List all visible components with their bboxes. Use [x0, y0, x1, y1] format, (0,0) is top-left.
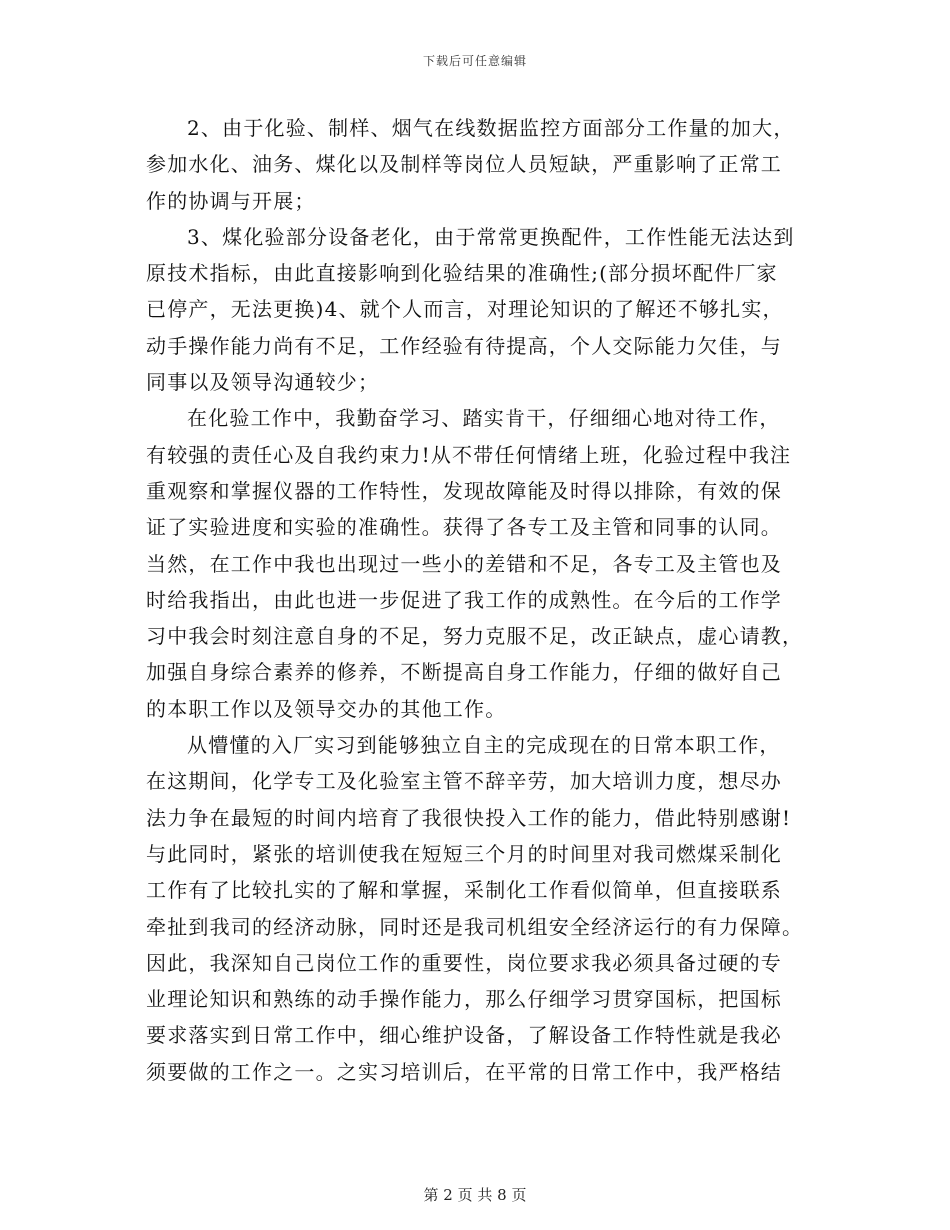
text-line: 在化验工作中，我勤奋学习、踏实肯干，仔细细心地对待工作，	[187, 406, 781, 431]
text-line: 从懵懂的入厂实习到能够独立自主的完成现在的日常本职工作，	[187, 733, 781, 758]
page-number: 第 2 页 共 8 页	[423, 1186, 527, 1204]
text-line: 牵扯到我司的经济动脉，同时还是我司机组安全经济运行的有力保障。	[146, 914, 804, 939]
document-body	[146, 110, 806, 1090]
text-line: 业理论知识和熟练的动手操作能力，那么仔细学习贯穿国标，把国标	[146, 987, 782, 1012]
text-line: 时给我指出，由此也进一步促进了我工作的成熟性。在今后的工作学	[146, 587, 782, 612]
text-line: 工作有了比较扎实的了解和掌握，采制化工作看似简单，但直接联系	[146, 878, 782, 903]
text-line: 3、煤化验部分设备老化，由于常常更换配件，工作性能无法达到	[187, 224, 795, 249]
text-line: 有较强的责任心及自我约束力!从不带任何情绪上班，化验过程中我注	[146, 442, 792, 467]
text-line: 与此同时，紧张的培训使我在短短三个月的时间里对我司燃煤采制化	[146, 841, 782, 866]
text-line: 在这期间，化学专工及化验室主管不辞辛劳，加大培训力度，想尽办	[146, 769, 782, 794]
text-line: 2、由于化验、制样、烟气在线数据监控方面部分工作量的加大，	[187, 116, 795, 140]
text-line: 习中我会时刻注意自身的不足，努力克服不足，改正缺点，虚心请教，	[146, 624, 804, 649]
text-line: 作的协调与开展；	[146, 188, 316, 213]
text-line: 因此，我深知自己岗位工作的重要性，岗位要求我必须具备过硬的专	[146, 950, 782, 975]
text-line: 证了实验进度和实验的准确性。获得了各专工及主管和同事的认同。	[146, 515, 782, 540]
text-line: 重观察和掌握仪器的工作特性，发现故障能及时得以排除，有效的保	[146, 478, 782, 503]
page-header: 下载后可任意编辑	[422, 54, 527, 68]
text-line: 法力争在最短的时间内培育了我很快投入工作的能力，借此特别感谢!	[146, 805, 792, 830]
text-line: 须要做的工作之一。之实习培训后，在平常的日常工作中，我严格结	[146, 1059, 782, 1084]
text-line: 要求落实到日常工作中，细心维护设备，了解设备工作特性就是我必	[146, 1023, 782, 1048]
text-line: 加强自身综合素养的修养，不断提高自身工作能力，仔细的做好自己	[146, 660, 782, 685]
text-line: 参加水化、油务、煤化以及制样等岗位人员短缺，严重影响了正常工	[146, 152, 782, 177]
text-line: 原技术指标，由此直接影响到化验结果的准确性;(部分损坏配件厂家	[146, 261, 778, 286]
text-line: 同事以及领导沟通较少；	[146, 370, 380, 395]
text-line: 已停产，无法更换)4、就个人而言，对理论知识的了解还不够扎实，	[146, 297, 784, 322]
text-line: 的本职工作以及领导交办的其他工作。	[146, 696, 507, 721]
text-line: 当然，在工作中我也出现过一些小的差错和不足，各专工及主管也及	[146, 551, 782, 576]
text-line: 动手操作能力尚有不足，工作经验有待提高，个人交际能力欠佳，与	[146, 333, 782, 358]
